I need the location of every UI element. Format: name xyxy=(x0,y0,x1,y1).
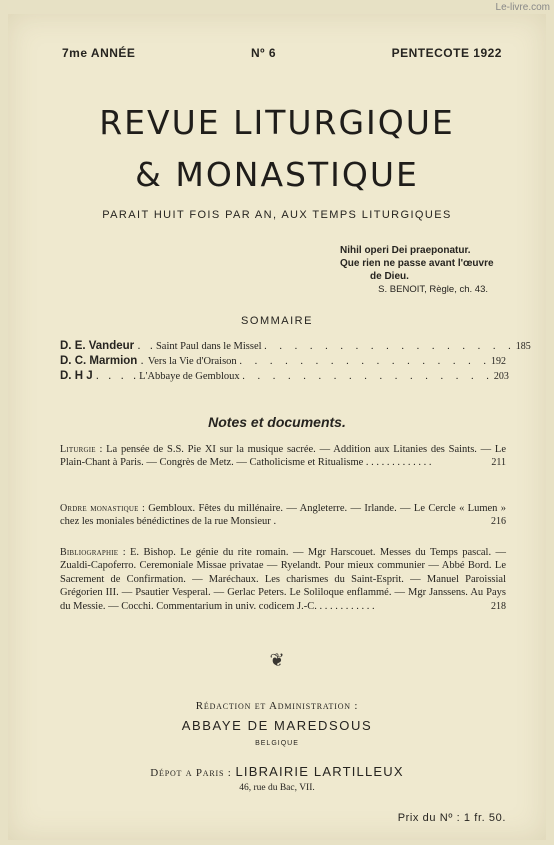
section-label: Bibliographie xyxy=(60,547,119,558)
section-label: Ordre monastique xyxy=(60,503,139,514)
redaction-label: Rédaction et Administration : xyxy=(195,700,359,712)
section-page: 211 xyxy=(491,457,506,469)
bookshop-name: LIBRAIRIE LARTILLEUX xyxy=(235,764,404,779)
ornament-icon: ❦ xyxy=(269,650,285,670)
depot-line xyxy=(0,764,554,780)
motto-french-1: Que rien ne passe avant l'œuvre xyxy=(340,258,494,269)
toc-page: 185 xyxy=(515,341,531,352)
toc-title: Saint Paul dans le Missel xyxy=(155,341,262,352)
motto-source: S. BENOIT, Règle, ch. 43. xyxy=(378,284,488,295)
issue-number: Nº 6 xyxy=(250,46,277,60)
toc-title: L'Abbaye de Gembloux xyxy=(139,371,240,382)
notes-heading: Notes et documents. xyxy=(208,414,346,430)
notes-section-ordre: Ordre monastique : Gembloux. Fêtes du millénaire. — Angleterre. — Irlande. — Le Cercle « Lumen » chez les moniales bénédictines de la rue Monsieur . 216 xyxy=(60,503,506,528)
motto xyxy=(340,244,510,296)
journal-title-line-2: & MONASTIQUE xyxy=(135,155,419,194)
toc-author: D. C. Marmion xyxy=(60,355,138,367)
bookshop-address: 46, rue du Bac, VII. xyxy=(239,783,315,793)
table-of-contents xyxy=(60,340,531,385)
notes-section-liturgie: Liturgie : La pensée de S.S. Pie XI sur la musique sacrée. — Addition aux Litanies des Saints. — Le Plain-Chant à Paris. — Congrès de Metz. — Catholicisme et Ritualisme . . . . . . . . . . . . . 211 xyxy=(60,444,506,469)
issue-price: Prix du Nº : 1 fr. 50. xyxy=(397,812,506,824)
sommaire-heading: SOMMAIRE xyxy=(241,315,313,327)
section-text: : E. Bishop. Le génie du rite romain. — Mgr Harscouet. Messes du Temps pascal. — Zualdi-Capoferro. Ceremoniale Missae privatae — Ryelandt. Pour mieux communier — Abbé Bord. Le Sacrement de Confirmation. — Maréchaux. Les charismes du Saint-Esprit. — Manuel Paroissial Grégorien III. — Psautier Vesperal. — Gerlac Peters. Le Soliloque enflammé. — Mgr Janssens. Au Pays du Messie. — Cocchi. Commentarium in univ. codicem J.-C. xyxy=(60,547,506,612)
section-page: 218 xyxy=(491,600,506,612)
journal-title-line-1: REVUE LITURGIQUE xyxy=(99,103,455,142)
toc-entry: D. H J . . . . L'Abbaye de Gembloux . . . . . . . . . . . . . . . . . 203 xyxy=(60,370,509,382)
section-label: Liturgie xyxy=(60,444,96,455)
motto-french-2: de Dieu. xyxy=(370,271,409,282)
motto-latin: Nihil operi Dei praeponatur. xyxy=(340,245,471,256)
toc-entry: D. C. Marmion . Vers la Vie d'Oraison . . . . . . . . . . . . . . . . . 192 xyxy=(60,355,506,367)
issue-header xyxy=(62,46,502,60)
notes-section-bibliographie: Bibliographie : E. Bishop. Le génie du rite romain. — Mgr Harscouet. Messes du Temps pascal. — Zualdi-Capoferro. Ceremoniale Missae privatae — Ryelandt. Pour mieux communier — Abbé Bord. Le Sacrement de Confirmation. — Maréchaux. Les charismes du Saint-Esprit. — Manuel Paroissial Grégorien III. — Psautier Vesperal. — Gerlac Peters. Le Soliloque enflammé. — Mgr Janssens. Au Pays du Messie. — Cocchi. Commentarium in univ. codicem J.-C. . . . . . . . . . . . 218 xyxy=(60,547,506,612)
abbey-name: ABBAYE DE MAREDSOUS xyxy=(181,718,373,733)
toc-page: 203 xyxy=(493,371,509,382)
section-text: : La pensée de S.S. Pie XI sur la musique sacrée. — Addition aux Litanies des Saints. — Le Plain-Chant à Paris. — Congrès de Metz. — Catholicisme et Ritualisme xyxy=(60,444,506,469)
toc-entry: D. E. Vandeur . . Saint Paul dans le Missel . . . . . . . . . . . . . . . . . 185 xyxy=(60,340,531,352)
toc-page: 192 xyxy=(491,356,506,367)
journal-subtitle: PARAIT HUIT FOIS PAR AN, AUX TEMPS LITURGIQUES xyxy=(102,209,452,221)
section-text: : Gembloux. Fêtes du millénaire. — Angleterre. — Irlande. — Le Cercle « Lumen » chez les moniales bénédictines de la rue Monsieur xyxy=(60,503,506,528)
issue-date: PENTECOTE 1922 xyxy=(391,46,502,60)
section-page: 216 xyxy=(491,516,506,528)
watermark: Le-livre.com xyxy=(495,2,550,13)
issue-year: 7me ANNÉE xyxy=(62,46,136,60)
country: BELGIQUE xyxy=(255,740,299,747)
toc-author: D. E. Vandeur xyxy=(60,340,135,352)
toc-author: D. H J xyxy=(60,370,93,382)
toc-title: Vers la Vie d'Oraison xyxy=(147,356,237,367)
depot-label: Dépot a Paris : xyxy=(150,767,232,779)
